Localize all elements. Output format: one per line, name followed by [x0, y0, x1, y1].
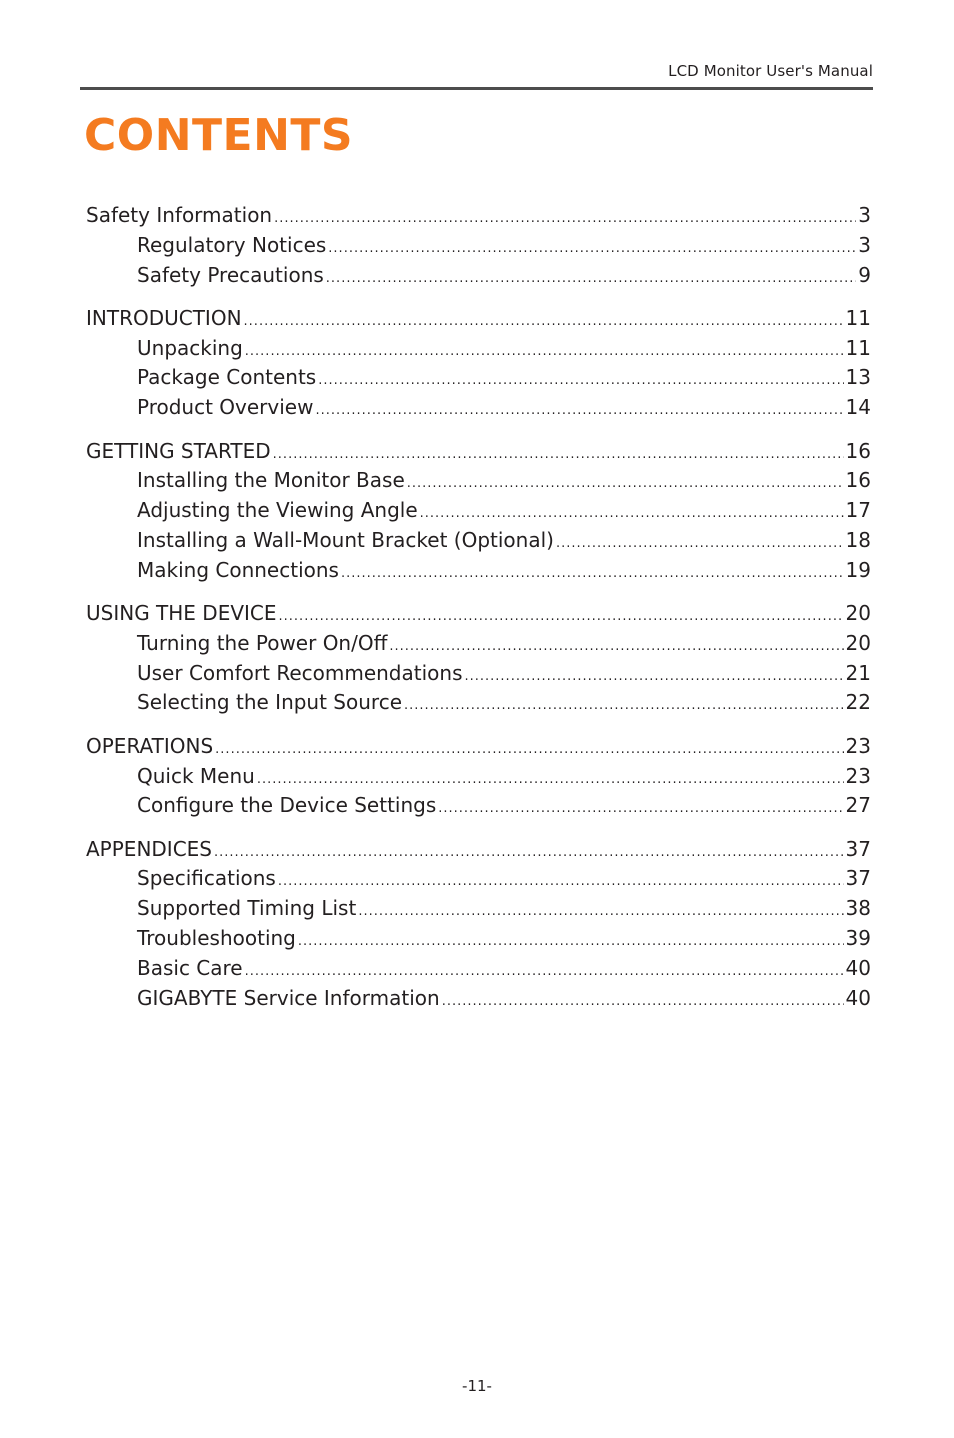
toc-subentry[interactable] — [86, 688, 871, 718]
toc-page-number: 39 — [845, 926, 871, 951]
toc-subentry[interactable] — [86, 629, 871, 659]
dot-leader — [328, 234, 856, 261]
toc-page-number: 13 — [845, 365, 871, 390]
toc-subentry[interactable] — [86, 466, 871, 496]
toc-entry-label: Installing the Monitor Base — [137, 468, 405, 493]
toc-entry-label: User Comfort Recommendations — [137, 660, 463, 685]
dot-leader — [278, 867, 844, 894]
toc-entry-label: Regulatory Notices — [137, 232, 327, 257]
toc-entry-label: Configure the Device Settings — [137, 793, 437, 818]
toc-subentry[interactable] — [86, 496, 871, 526]
dot-leader — [407, 469, 844, 496]
toc-page-number: 20 — [845, 601, 871, 626]
toc-entry-label: Supported Timing List — [137, 896, 357, 921]
page-number: -11- — [462, 1377, 492, 1395]
dot-leader — [274, 204, 856, 231]
toc-entry[interactable] — [86, 599, 871, 629]
toc-entry-label: Product Overview — [137, 395, 314, 420]
toc-subentry[interactable] — [86, 954, 871, 984]
dot-leader — [341, 559, 844, 586]
toc-entry[interactable] — [86, 304, 871, 334]
toc-entry-label: Quick Menu — [137, 763, 255, 788]
running-header: LCD Monitor User's Manual — [668, 62, 873, 80]
dot-leader — [556, 529, 844, 556]
dot-leader — [326, 264, 856, 291]
toc-section — [86, 835, 871, 1014]
toc-page-number: 3 — [858, 203, 871, 227]
toc-entry-label: Selecting the Input Source — [137, 690, 402, 715]
table-of-contents — [86, 201, 871, 1027]
toc-page-number: 23 — [845, 763, 871, 788]
toc-page-number: 37 — [845, 866, 871, 891]
toc-entry[interactable] — [86, 437, 871, 467]
toc-subentry[interactable] — [86, 924, 871, 954]
toc-entry-label: APPENDICES — [86, 836, 212, 861]
dot-leader — [279, 602, 844, 629]
dot-leader — [420, 499, 844, 526]
dot-leader — [273, 440, 844, 467]
page-title: CONTENTS — [84, 110, 354, 161]
toc-page-number: 22 — [845, 690, 871, 715]
toc-subentry[interactable] — [86, 334, 871, 364]
toc-page-number: 23 — [845, 733, 871, 758]
dot-leader — [298, 927, 844, 954]
toc-entry-label: GETTING STARTED — [86, 438, 271, 463]
toc-page-number: 9 — [858, 262, 871, 287]
dot-leader — [244, 307, 844, 334]
toc-entry-label: Safety Precautions — [137, 262, 324, 287]
dot-leader — [389, 632, 843, 659]
dot-leader — [215, 735, 843, 762]
toc-subentry[interactable] — [86, 231, 871, 261]
toc-subentry[interactable] — [86, 526, 871, 556]
dot-leader — [245, 337, 844, 364]
dot-leader — [442, 987, 844, 1014]
toc-page-number: 37 — [845, 836, 871, 861]
toc-entry-label: Unpacking — [137, 335, 243, 360]
dot-leader — [257, 765, 844, 792]
dot-leader — [358, 897, 843, 924]
dot-leader — [318, 366, 843, 393]
toc-page-number: 11 — [845, 305, 871, 330]
toc-entry[interactable] — [86, 201, 871, 231]
toc-subentry[interactable] — [86, 363, 871, 393]
dot-leader — [245, 957, 844, 984]
toc-page-number: 38 — [845, 896, 871, 921]
toc-entry-label: Adjusting the Viewing Angle — [137, 498, 418, 523]
toc-page-number: 20 — [845, 630, 871, 655]
toc-page-number: 14 — [845, 395, 871, 420]
toc-entry-label: Making Connections — [137, 557, 339, 582]
toc-subentry[interactable] — [86, 864, 871, 894]
toc-entry-label: Specifications — [137, 866, 276, 891]
toc-entry-label: Package Contents — [137, 365, 317, 390]
toc-section — [86, 304, 871, 423]
toc-subentry[interactable] — [86, 556, 871, 586]
toc-page-number: 11 — [845, 335, 871, 360]
toc-entry-label: Troubleshooting — [137, 926, 296, 951]
toc-entry-label: Installing a Wall-Mount Bracket (Optional) — [137, 527, 554, 552]
toc-page-number: 40 — [845, 985, 871, 1010]
toc-section — [86, 201, 871, 290]
toc-entry[interactable] — [86, 732, 871, 762]
toc-section — [86, 437, 871, 586]
toc-page-number: 16 — [845, 438, 871, 463]
toc-subentry[interactable] — [86, 791, 871, 821]
toc-subentry[interactable] — [86, 984, 871, 1014]
toc-entry-label: Turning the Power On/Off — [137, 630, 388, 655]
toc-page-number: 27 — [845, 793, 871, 818]
dot-leader — [465, 662, 844, 689]
toc-page-number: 19 — [845, 557, 871, 582]
toc-section — [86, 732, 871, 821]
toc-page-number: 3 — [858, 232, 871, 257]
dot-leader — [438, 794, 843, 821]
toc-page-number: 21 — [845, 660, 871, 685]
header-divider — [80, 87, 873, 90]
toc-page-number: 16 — [845, 468, 871, 493]
toc-page-number: 17 — [845, 498, 871, 523]
toc-subentry[interactable] — [86, 894, 871, 924]
toc-entry[interactable] — [86, 835, 871, 865]
toc-subentry[interactable] — [86, 393, 871, 423]
toc-page-number: 40 — [845, 955, 871, 980]
toc-entry-label: OPERATIONS — [86, 733, 214, 758]
toc-subentry[interactable] — [86, 261, 871, 291]
toc-entry-label: INTRODUCTION — [86, 305, 242, 330]
toc-subentry[interactable] — [86, 762, 871, 792]
toc-entry-label: Safety Information — [86, 203, 273, 227]
toc-entry-label: GIGABYTE Service Information — [137, 985, 440, 1010]
toc-entry-label: USING THE DEVICE — [86, 601, 277, 626]
dot-leader — [315, 396, 843, 423]
toc-section — [86, 599, 871, 718]
toc-entry-label: Basic Care — [137, 955, 243, 980]
dot-leader — [214, 838, 844, 865]
toc-subentry[interactable] — [86, 659, 871, 689]
dot-leader — [404, 691, 844, 718]
toc-page-number: 18 — [845, 527, 871, 552]
